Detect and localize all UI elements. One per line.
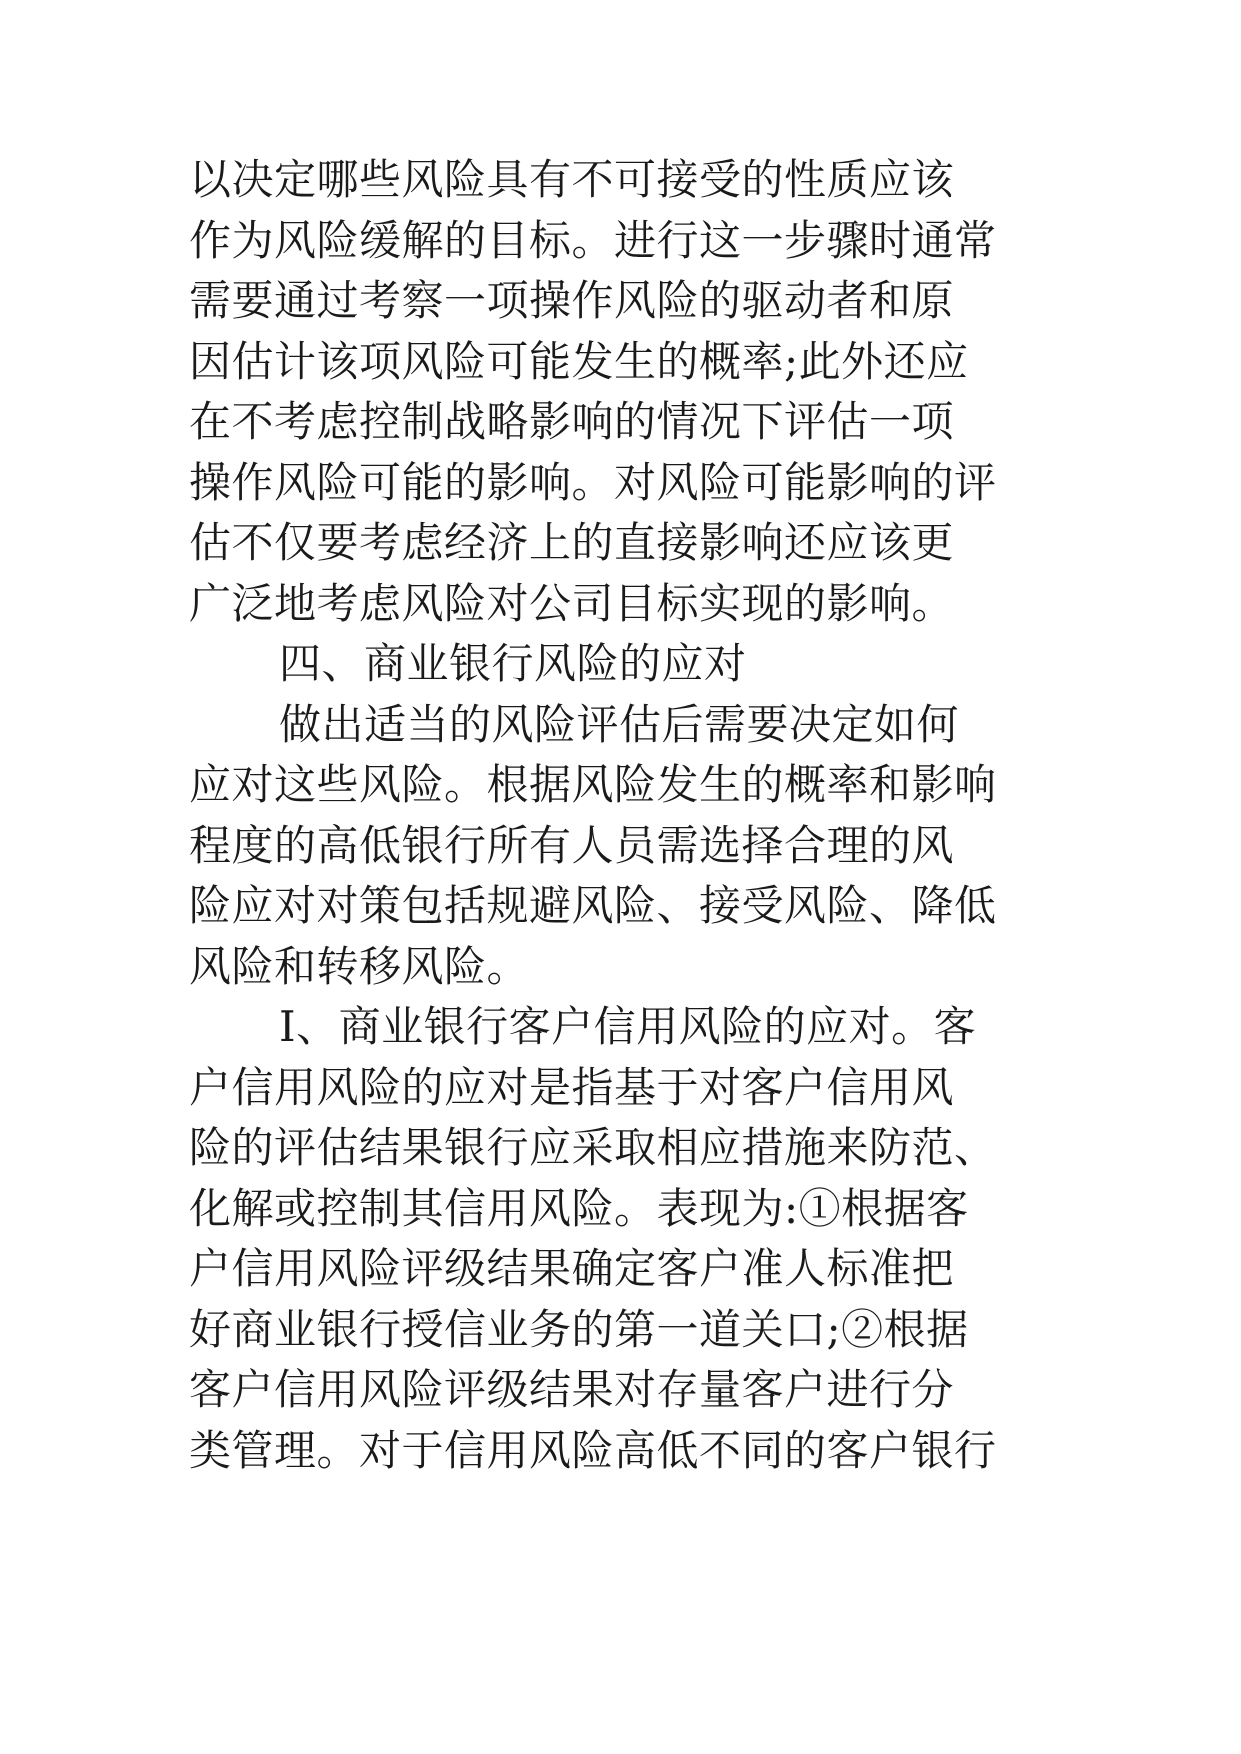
- text-line: 化解或控制其信用风险。表现为:①根据客: [189, 1183, 969, 1233]
- text-line: 估不仅要考虑经济上的直接影响还应该更: [189, 518, 955, 567]
- paragraph-start-line: I、商业银行客户信用风险的应对。客: [279, 1002, 977, 1051]
- text-line: 在不考虑控制战略影响的情况下评估一项: [189, 397, 955, 446]
- text-line: 操作风险可能的影响。对风险可能影响的评: [189, 457, 997, 507]
- text-line: 好商业银行授信业务的第一道关口;②根据: [189, 1304, 969, 1354]
- text-line: 险应对对策包括规避风险、接受风险、降低: [189, 881, 997, 930]
- text-line: 因估计该项风险可能发生的概率;此外还应: [189, 336, 969, 386]
- text-line: 广泛地考虑风险对公司目标实现的影响。: [189, 578, 955, 628]
- text-line: 户信用风险的应对是指基于对客户信用风: [189, 1062, 955, 1112]
- text-line: 程度的高低银行所有人员需选择合理的风: [189, 820, 955, 870]
- text-line: 以决定哪些风险具有不可接受的性质应该: [189, 155, 955, 204]
- text-line: 作为风险缓解的目标。进行这一步骤时通常: [189, 215, 997, 265]
- text-line: 类管理。对于信用风险高低不同的客户银行: [189, 1425, 997, 1475]
- section-heading: 四、商业银行风险的应对: [279, 639, 747, 688]
- text-line: 需要通过考察一项操作风险的驱动者和原: [189, 276, 955, 325]
- text-line: 户信用风险评级结果确定客户准人标准把: [189, 1244, 955, 1293]
- text-line: 应对这些风险。根据风险发生的概率和影响: [189, 760, 997, 809]
- text-line: 险的评估结果银行应采取相应措施来防范、: [189, 1123, 997, 1172]
- body-text: [189, 150, 1089, 1481]
- paragraph-start-line: 做出适当的风险评估后需要决定如何: [279, 699, 960, 749]
- text-line: 客户信用风险评级结果对存量客户进行分: [189, 1365, 955, 1414]
- text-line: 风险和转移风险。: [189, 941, 530, 991]
